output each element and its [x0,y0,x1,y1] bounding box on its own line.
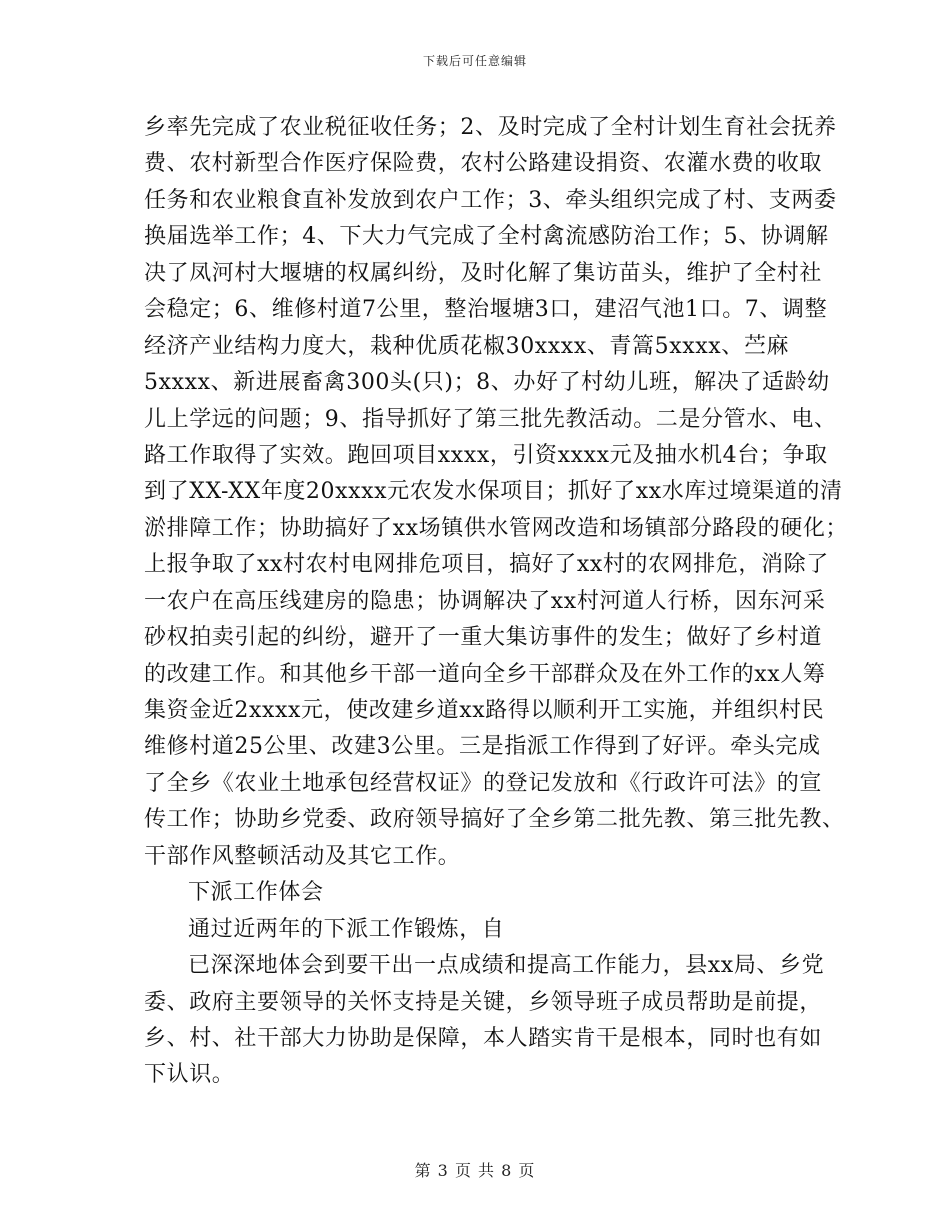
body-text-line: 会稳定；6、维修村道7公里，整治堰塘3口，建沼气池1口。7、调整 [144,297,828,323]
body-text-line: 上报争取了xx村农村电网排危项目，搞好了xx村的农网排危，消除了 [144,552,829,578]
body-text-line: 的改建工作。和其他乡干部一道向全乡干部群众及在外工作的xx人筹 [144,661,826,687]
body-text-line: 已深深地体会到要干出一点成绩和提高工作能力，县xx局、乡党 [188,953,825,979]
body-text-line: 决了凤河村大堰塘的权属纠纷，及时化解了集访苗头，维护了全村社 [144,260,823,286]
body-text-line: 传工作；协助乡党委、政府领导搞好了全乡第二批先教、第三批先教、 [144,807,845,833]
body-text-line: 淤排障工作；协助搞好了xx场镇供水管网改造和场镇部分路段的硬化； [144,515,849,541]
body-text-line: 委、政府主要领导的关怀支持是关键，乡领导班子成员帮助是前提， [144,989,823,1015]
body-text-line: 到了XX-XX年度20xxxx元农发水保项目；抓好了xx水库过境渠道的清 [144,479,843,505]
body-text-line: 干部作风整顿活动及其它工作。 [144,843,461,869]
body-text-line: 了全乡《农业土地承包经营权证》的登记发放和《行政许可法》的宣 [144,770,823,796]
body-text-line: 乡率先完成了农业税征收任务；2、及时完成了全村计划生育社会抚养 [144,115,837,140]
body-text-line: 砂权拍卖引起的纠纷，避开了一重大集访事件的发生；做好了乡村道 [144,625,823,651]
body-text-line: 维修村道25公里、改建3公里。三是指派工作得到了好评。牵头完成 [144,734,821,760]
page-header: 下载后可任意编辑 [422,54,527,68]
body-text-line: 任务和农业粮食直补发放到农户工作；3、牵头组织完成了村、支两委 [144,187,837,213]
body-text-line: 儿上学远的问题；9、指导抓好了第三批先教活动。二是分管水、电、 [144,406,837,432]
body-text-line: 经济产业结构力度大，栽种优质花椒30xxxx、青篙5xxxx、苎麻 [144,333,790,359]
body-text-line: 下派工作体会 [188,880,324,906]
body-text-line: 集资金近2xxxx元，使改建乡道xx路得以顺利开工实施，并组织村民 [144,698,825,723]
body-text-line: 乡、村、社干部大力协助是保障，本人踏实肯干是根本，同时也有如 [144,1025,823,1051]
body-text-line: 5xxxx、新进展畜禽300头(只)；8、办好了村幼儿班，解决了适龄幼 [144,370,830,396]
page-footer: 第 3 页 共 8 页 [414,1161,536,1180]
body-text-line: 费、农村新型合作医疗保险费，农村公路建设捐资、农灌水费的收取 [144,151,823,177]
body-text-line: 通过近两年的下派工作锻炼，自 [188,916,505,942]
document-body [144,110,849,1094]
body-text-line: 一农户在高压线建房的隐患；协调解决了xx村河道人行桥，因东河采 [144,588,826,614]
body-text-line: 换届选举工作；4、下大力气完成了全村禽流感防治工作；5、协调解 [144,224,829,250]
body-text-line: 下认识。 [144,1062,235,1088]
body-text-line: 路工作取得了实效。跑回项目xxxx，引资xxxx元及抽水机4台；争取 [144,442,828,468]
